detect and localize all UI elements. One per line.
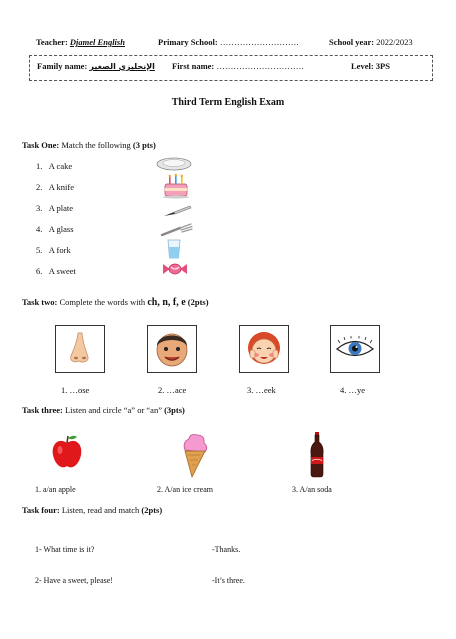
- school-line: [158, 37, 298, 47]
- nose-picture-box: [55, 325, 105, 373]
- task3-item-1: 1. a/an apple: [35, 485, 76, 494]
- face-picture-box: [147, 325, 197, 373]
- task4-answer-1: -Thanks.: [212, 545, 241, 554]
- cheek-icon: [244, 328, 284, 370]
- knife-icon: [162, 205, 192, 219]
- task3-heading: [22, 405, 185, 415]
- task1-item: [36, 224, 74, 234]
- teacher-name: Djamel English: [69, 37, 125, 47]
- task3-label: Task three:: [22, 405, 63, 415]
- task1-item: [36, 266, 76, 276]
- task3-item-3: 3. A/an soda: [292, 485, 332, 494]
- level-label: Level: 3PS: [351, 61, 390, 71]
- task2-word-2: 2. …ace: [158, 385, 187, 395]
- task1-item: [36, 245, 71, 255]
- first-name-line: [172, 61, 304, 71]
- task4-points: (2pts): [141, 505, 163, 515]
- task1-item: [36, 203, 73, 213]
- task1-label: Task One:: [22, 140, 60, 150]
- school-value: ……………………….: [217, 37, 299, 47]
- item-text: A plate: [48, 203, 74, 213]
- task1-instruction: Match the following: [59, 140, 133, 150]
- cake-icon: [162, 173, 190, 199]
- task3-points: (3pts): [164, 405, 185, 415]
- item-text: A knife: [48, 182, 75, 192]
- task4-question-2: 2- Have a sweet, please!: [35, 576, 113, 585]
- family-value: الإنجليزي الصغير: [89, 62, 155, 71]
- nose-icon: [67, 331, 93, 367]
- task2-word-4: 4. …ye: [340, 385, 366, 395]
- task1-points: (3 pts): [132, 140, 156, 150]
- task4-answer-2: -It’s three.: [212, 576, 245, 585]
- year-line: [329, 37, 413, 47]
- task4-heading: [22, 505, 162, 515]
- family-label: Family name:: [37, 61, 88, 71]
- soda-icon: [308, 432, 326, 478]
- ice-cream-icon: [180, 432, 210, 478]
- year-label: School year:: [329, 37, 375, 47]
- item-text: A fork: [48, 245, 71, 255]
- exam-title: Third Term English Exam: [171, 97, 285, 108]
- item-text: A sweet: [48, 266, 76, 276]
- task2-instruction: Complete the words with: [57, 297, 148, 307]
- task1-item: [36, 161, 72, 171]
- school-label: Primary School:: [158, 37, 218, 47]
- item-number: 6.: [36, 266, 43, 276]
- plate-icon: [156, 154, 192, 172]
- item-number: 2.: [36, 182, 43, 192]
- task3-instruction: Listen and circle “a” or “an”: [62, 405, 165, 415]
- task1-item: [36, 182, 74, 192]
- year-value: 2022/2023: [374, 37, 413, 47]
- face-icon: [153, 328, 191, 370]
- sweet-icon: [162, 262, 188, 276]
- eye-icon: [335, 336, 375, 362]
- item-number: 4.: [36, 224, 43, 234]
- task2-points: (2pts): [185, 297, 209, 307]
- item-number: 5.: [36, 245, 43, 255]
- task2-heading: [22, 297, 209, 308]
- task2-letters: ch, n, f, e: [147, 297, 186, 308]
- task3-item-2: 2. A/an ice cream: [157, 485, 213, 494]
- task1-heading: [22, 140, 156, 150]
- family-name-line: [37, 61, 155, 71]
- glass-icon: [167, 239, 181, 259]
- task4-question-1: 1- What time is it?: [35, 545, 95, 554]
- item-text: A glass: [48, 224, 74, 234]
- task2-word-1: 1. …ose: [61, 385, 90, 395]
- teacher-line: [36, 37, 125, 47]
- fork-icon: [160, 222, 194, 238]
- cheek-picture-box: [239, 325, 289, 373]
- eye-picture-box: [330, 325, 380, 373]
- first-label: First name:: [172, 61, 215, 71]
- task2-label: Task two:: [22, 297, 58, 307]
- task4-instruction: Listen, read and match: [59, 505, 142, 515]
- item-number: 3.: [36, 203, 43, 213]
- task4-label: Task four:: [22, 505, 60, 515]
- first-value: ………………………….: [214, 61, 304, 71]
- apple-icon: [50, 433, 84, 471]
- teacher-label: Teacher:: [36, 37, 68, 47]
- item-text: A cake: [48, 161, 73, 171]
- task2-word-3: 3. …eek: [247, 385, 276, 395]
- item-number: 1.: [36, 161, 43, 171]
